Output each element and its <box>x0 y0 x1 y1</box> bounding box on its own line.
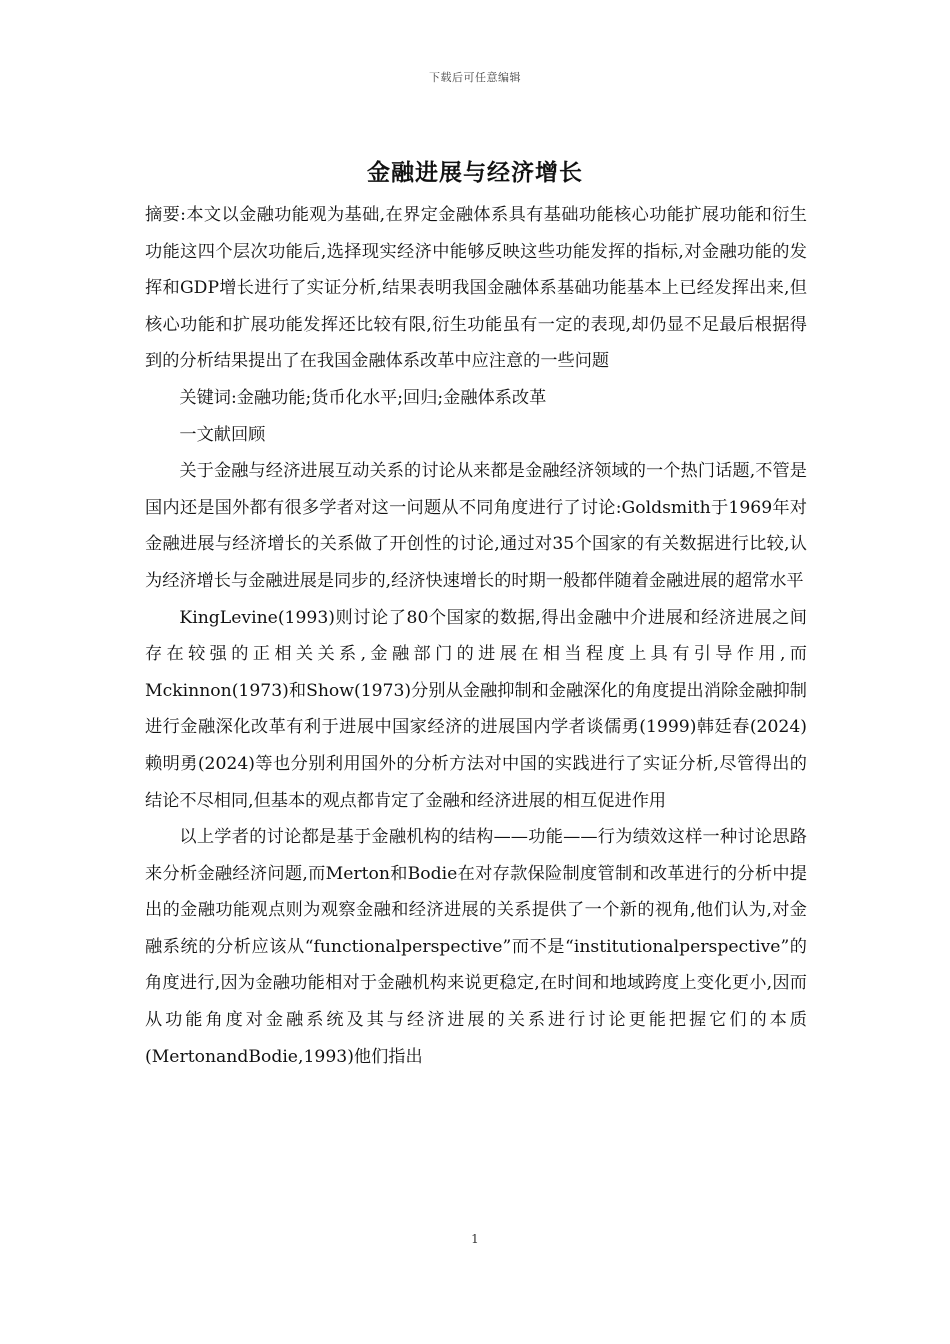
keywords-line: 关键词:金融功能;货币化水平;回归;金融体系改革 <box>179 387 547 408</box>
section-heading: 一文献回顾 <box>179 424 266 445</box>
body-paragraph: KingLevine(1993)则讨论了80个国家的数据,得出金融中介进展和经济进展之间存在较强的正相关关系,金融部门的进展在相当程度上具有引导作用,而Mckinnon(1973)和Show(1973)分别从金融抑制和金融深化的角度提出消除金融抑制进行金融深化改革有利于进展中国家经济的进展国内学者谈儒勇(1999)韩廷春(2024)赖明勇(2024)等也分别利用国外的分析方法对中国的实践进行了实证分析,尽管得出的结论不尽相同,但基本的观点都肯定了金融和经济进展的相互促进作用 <box>145 607 807 811</box>
body-paragraph: 关于金融与经济进展互动关系的讨论从来都是金融经济领域的一个热门话题,不管是国内还是国外都有很多学者对这一问题从不同角度进行了讨论:Goldsmith于1969年对金融进展与经济增长的关系做了开创性的讨论,通过对35个国家的有关数据进行比较,认为经济增长与金融进展是同步的,经济快速增长的时期一般都伴随着金融进展的超常水平 <box>145 461 807 591</box>
document-title: 金融进展与经济增长 <box>367 159 583 186</box>
header-note: 下载后可任意编辑 <box>429 71 521 84</box>
abstract-paragraph: 摘要:本文以金融功能观为基础,在界定金融体系具有基础功能核心功能扩展功能和衍生功能这四个层次功能后,选择现实经济中能够反映这些功能发挥的指标,对金融功能的发挥和GDP增长进行了实证分析,结果表明我国金融体系基础功能基本上已经发挥出来,但核心功能和扩展功能发挥还比较有限,衍生功能虽有一定的表现,却仍显不足最后根据得到的分析结果提出了在我国金融体系改革中应注意的一些问题 <box>145 205 807 372</box>
document-body <box>145 197 807 1075</box>
page-number: 1 <box>471 1232 479 1246</box>
body-paragraph: 以上学者的讨论都是基于金融机构的结构——功能——行为绩效这样一种讨论思路来分析金融经济问题,而Merton和Bodie在对存款保险制度管制和改革进行的分析中提出的金融功能观点则为观察金融和经济进展的关系提供了一个新的视角,他们认为,对金融系统的分析应该从“functionalperspective”而不是“institutionalperspective”的角度进行,因为金融功能相对于金融机构来说更稳定,在时间和地域跨度上变化更小,因而从功能角度对金融系统及其与经济进展的关系进行讨论更能把握它们的本质(MertonandBodie,1993)他们指出 <box>145 827 807 1067</box>
